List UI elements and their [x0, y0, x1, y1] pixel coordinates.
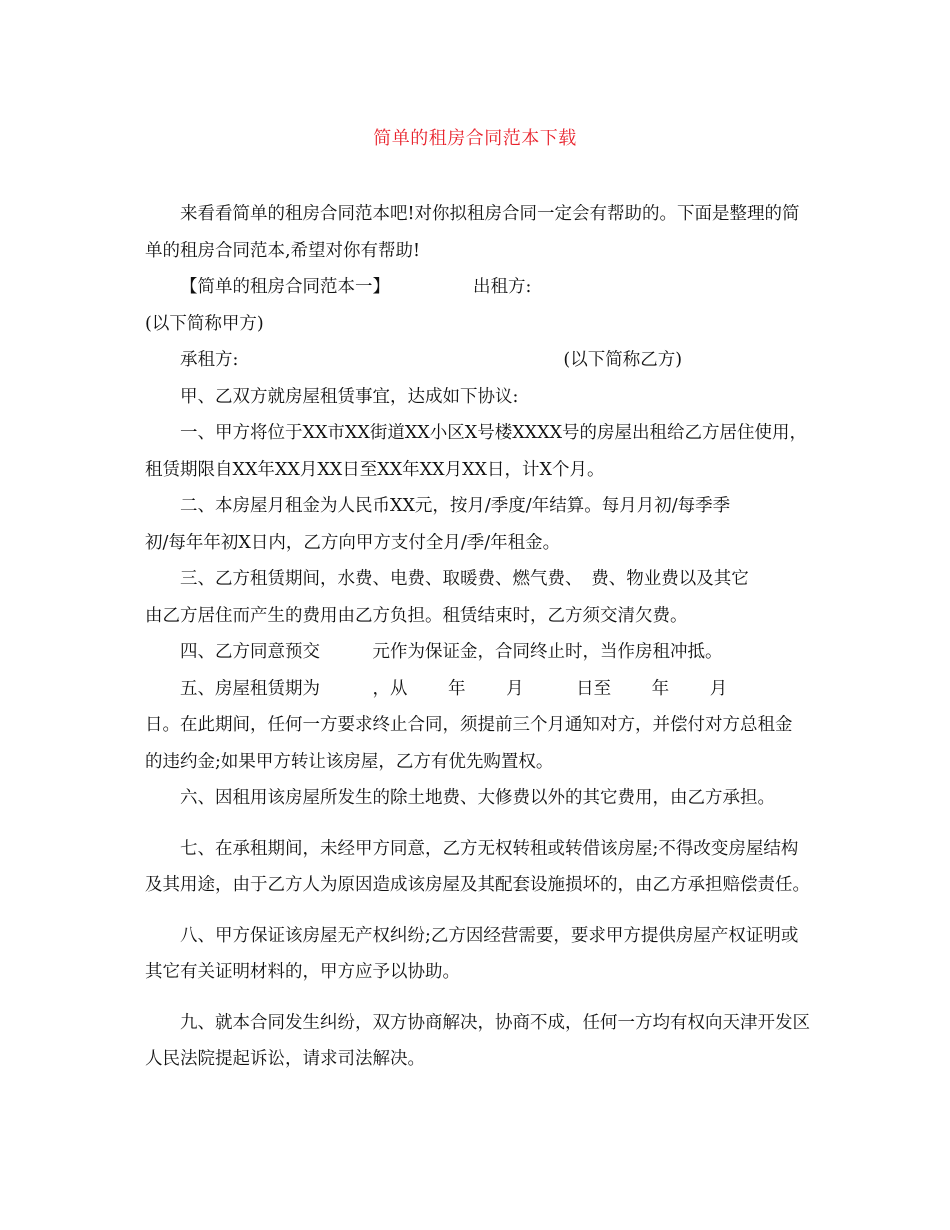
lessee-label: 承租方:	[180, 350, 239, 370]
clause-9: 九、就本合同发生纠纷，双方协商解决，协商不成，任何一方均有权向天津开发区人民法院提起诉讼，请求司法解决。	[145, 1012, 810, 1069]
agreement-line: 甲、乙双方就房屋租赁事宜，达成如下协议:	[180, 386, 519, 407]
lessor-note: (以下简称甲方)	[145, 313, 264, 334]
clause-7: 七、在承租期间，未经甲方同意，乙方无权转租或转借该房屋;不得改变房屋结构及其用途，由于乙方人为原因造成该房屋及其配套设施损坏的，由乙方承担赔偿责任。	[145, 838, 810, 895]
clause-3-line-2: 由乙方居住而产生的费用由乙方负担。租赁结束时，乙方须交清欠费。	[145, 605, 688, 626]
clause-4: 四、乙方同意预交 元作为保证金，合同终止时，当作房租冲抵。	[180, 642, 723, 662]
clause-1: 一、甲方将位于XX市XX街道XX小区X号楼XXXX号的房屋出租给乙方居住使用，租赁期限自XX年XX月XX日至XX年XX月XX日，计X个月。	[145, 423, 808, 480]
clause-2-line-2: 初/每年年初X日内，乙方向甲方支付全月/季/年租金。	[145, 532, 561, 553]
section-heading: 【简单的租房合同范本一】	[180, 277, 390, 297]
lessee-note: (以下简称乙方)	[563, 350, 683, 370]
clause-2-line-1: 二、本房屋月租金为人民币XX元，按月/季度/年结算。每月月初/每季季	[180, 496, 731, 516]
lessee-line	[145, 342, 815, 379]
clause-3-line-1: 三、乙方租赁期间，水费、电费、取暖费、燃气费、 费、物业费以及其它	[180, 569, 749, 589]
document-body	[145, 196, 828, 1078]
clause-6: 六、因租用该房屋所发生的除土地费、大修费以外的其它费用，由乙方承担。	[180, 788, 775, 808]
intro-paragraph: 来看看简单的租房合同范本吧!对你拟租房合同一定会有帮助的。下面是整理的简单的租房合同范本,希望对你有帮助!	[145, 204, 800, 261]
heading-line	[145, 269, 815, 306]
lessor-label: 出租方:	[473, 277, 532, 297]
clause-8: 八、甲方保证该房屋无产权纠纷;乙方因经营需要，要求甲方提供房屋产权证明或其它有关证明材料的，甲方应予以协助。	[145, 925, 799, 982]
document-title: 简单的租房合同范本下载	[373, 128, 577, 149]
clause-5-line-2: 日。在此期间，任何一方要求终止合同，须提前三个月通知对方，并偿付对方总租金 的违约金;如果甲方转让该房屋，乙方有优先购置权。	[145, 715, 828, 772]
clause-5-line-1: 五、房屋租赁期为 ，从 年 月 日至 年 月	[180, 678, 728, 699]
